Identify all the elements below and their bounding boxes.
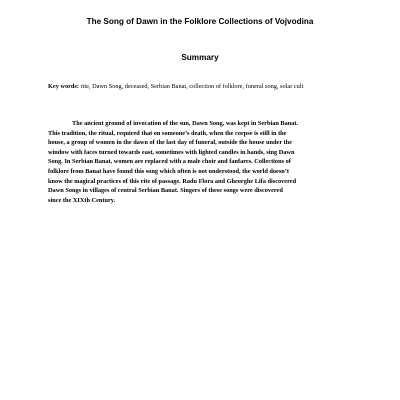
keywords-label: Key words: [48,83,79,90]
abstract-line: window with faces turned towards east, sometimes with lighted candles in hands, sing Dawn [48,148,295,156]
keywords-text: rite, Dawn Song, deceased, Serbian Banat, collection of folklore, funeral song, solar cult [78,83,304,90]
document-title: The Song of Dawn in the Folklore Collections of Vojvodina [86,17,314,26]
abstract-line: Song. In Serbian Banat, women are replaced with a male choir and fanfares. Collections of [48,158,291,166]
summary-heading: Summary [181,53,219,62]
abstract-line: The ancient ground of invocation of the sun, Dawn Song, was kept in Serbian Banat. [72,120,299,127]
abstract-line: since the XIXth Century. [48,196,116,204]
abstract-line: know the magical practices of this rite of passage. Radu Flora and Gheorghe Lifa discovered [48,177,297,185]
abstract-line: Dawn Songs in villages of central Serbian Banat. Singers of these songs were discovered [48,187,283,195]
abstract-line: house, a group of women in the dawn of the last day of funeral, outside the house under the [48,139,292,147]
abstract-line: folklore from Banat have found this song which often is not understood, the world doesn’t [48,167,289,175]
keywords-paragraph [48,82,351,92]
abstract-paragraph [48,119,353,205]
abstract-line: This tradition, the ritual, required that on someone’s death, when the corpse is still in the [48,129,287,137]
